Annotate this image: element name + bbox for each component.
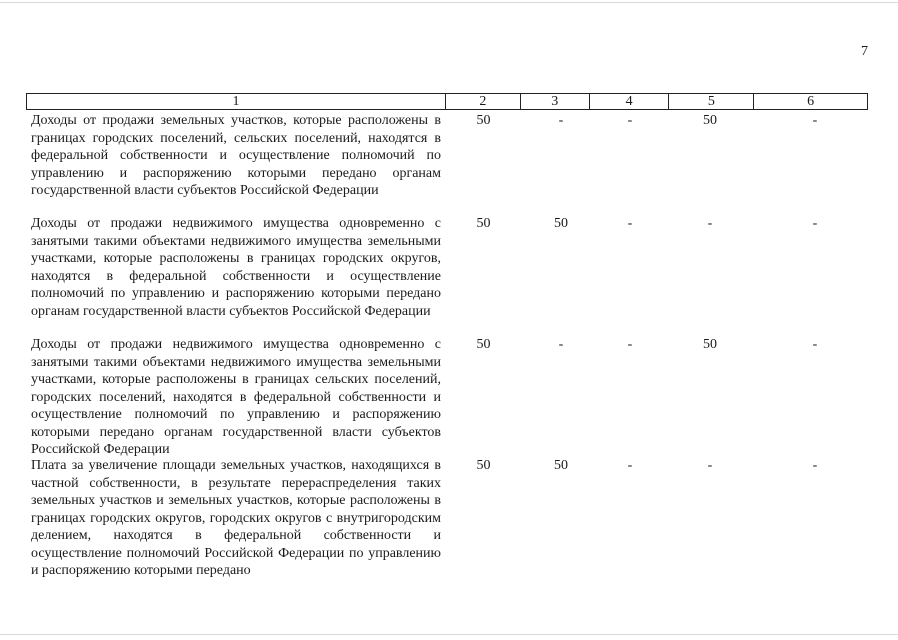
column-header-2: 2: [446, 94, 521, 109]
scan-edge-top: [0, 2, 898, 3]
column-header-4: 4: [590, 94, 670, 109]
row-value-col5: -: [707, 216, 713, 231]
row-value-col3: 50: [554, 216, 568, 231]
row-value-col4: -: [627, 113, 633, 128]
row-value-col3: -: [558, 337, 564, 352]
row-value-col5: -: [707, 458, 713, 473]
row-value-col6: -: [812, 337, 818, 352]
scan-edge-bottom: [0, 634, 898, 635]
row-value-col4: -: [627, 337, 633, 352]
table-header-row: [26, 93, 868, 110]
row-value-col2: 50: [476, 458, 491, 473]
row-value-col2: 50: [476, 337, 491, 352]
row-description: Доходы от продажи недвижимого имущества одновременно с занятыми такими объектами недвижимого имущества земельными участками, которые расположены в границах сельских поселений, городских поселений, находятся в федеральной собственности и осуществление полномочий по управлению и распоряжению которыми передано органам государственной власти субъектов Российской Федерации: [31, 337, 441, 457]
row-value-col3: 50: [554, 458, 568, 473]
row-value-col5: 50: [703, 337, 717, 352]
row-value-col4: -: [627, 216, 633, 231]
row-value-col6: -: [812, 216, 818, 231]
column-header-1: 1: [27, 94, 446, 109]
page-number: 7: [861, 44, 868, 59]
row-description: Доходы от продажи земельных участков, которые расположены в границах городских поселений, сельских поселений, находятся в федеральной собственности и осуществление полномочий по управлению и распоряжению которыми передано органам государственной власти субъектов Российской Федерации: [31, 113, 441, 198]
row-value-col2: 50: [476, 113, 491, 128]
row-value-col5: 50: [703, 113, 717, 128]
row-description: Плата за увеличение площади земельных участков, находящихся в частной собственности, в результате перераспределения таких земельных участков и земельных участков, которые расположены в границах городских округов, городских округов с внутригородским делением, находятся в федеральной собственности и осуществление полномочий Российской Федерации по управлению и распоряжению которыми передано: [31, 458, 441, 578]
column-header-5: 5: [669, 94, 754, 109]
row-value-col4: -: [627, 458, 633, 473]
row-value-col6: -: [812, 458, 818, 473]
row-value-col2: 50: [476, 216, 491, 231]
row-value-col3: -: [558, 113, 564, 128]
column-header-6: 6: [807, 94, 815, 109]
column-header-3: 3: [521, 94, 590, 109]
row-description: Доходы от продажи недвижимого имущества одновременно с занятыми такими объектами недвижимого имущества земельными участками, которые расположены в границах городских округов, находятся в федеральной собственности и осуществление полномочий по управлению и распоряжению которыми передано органам государственной власти субъектов Российской Федерации: [31, 216, 441, 319]
row-value-col6: -: [812, 113, 818, 128]
